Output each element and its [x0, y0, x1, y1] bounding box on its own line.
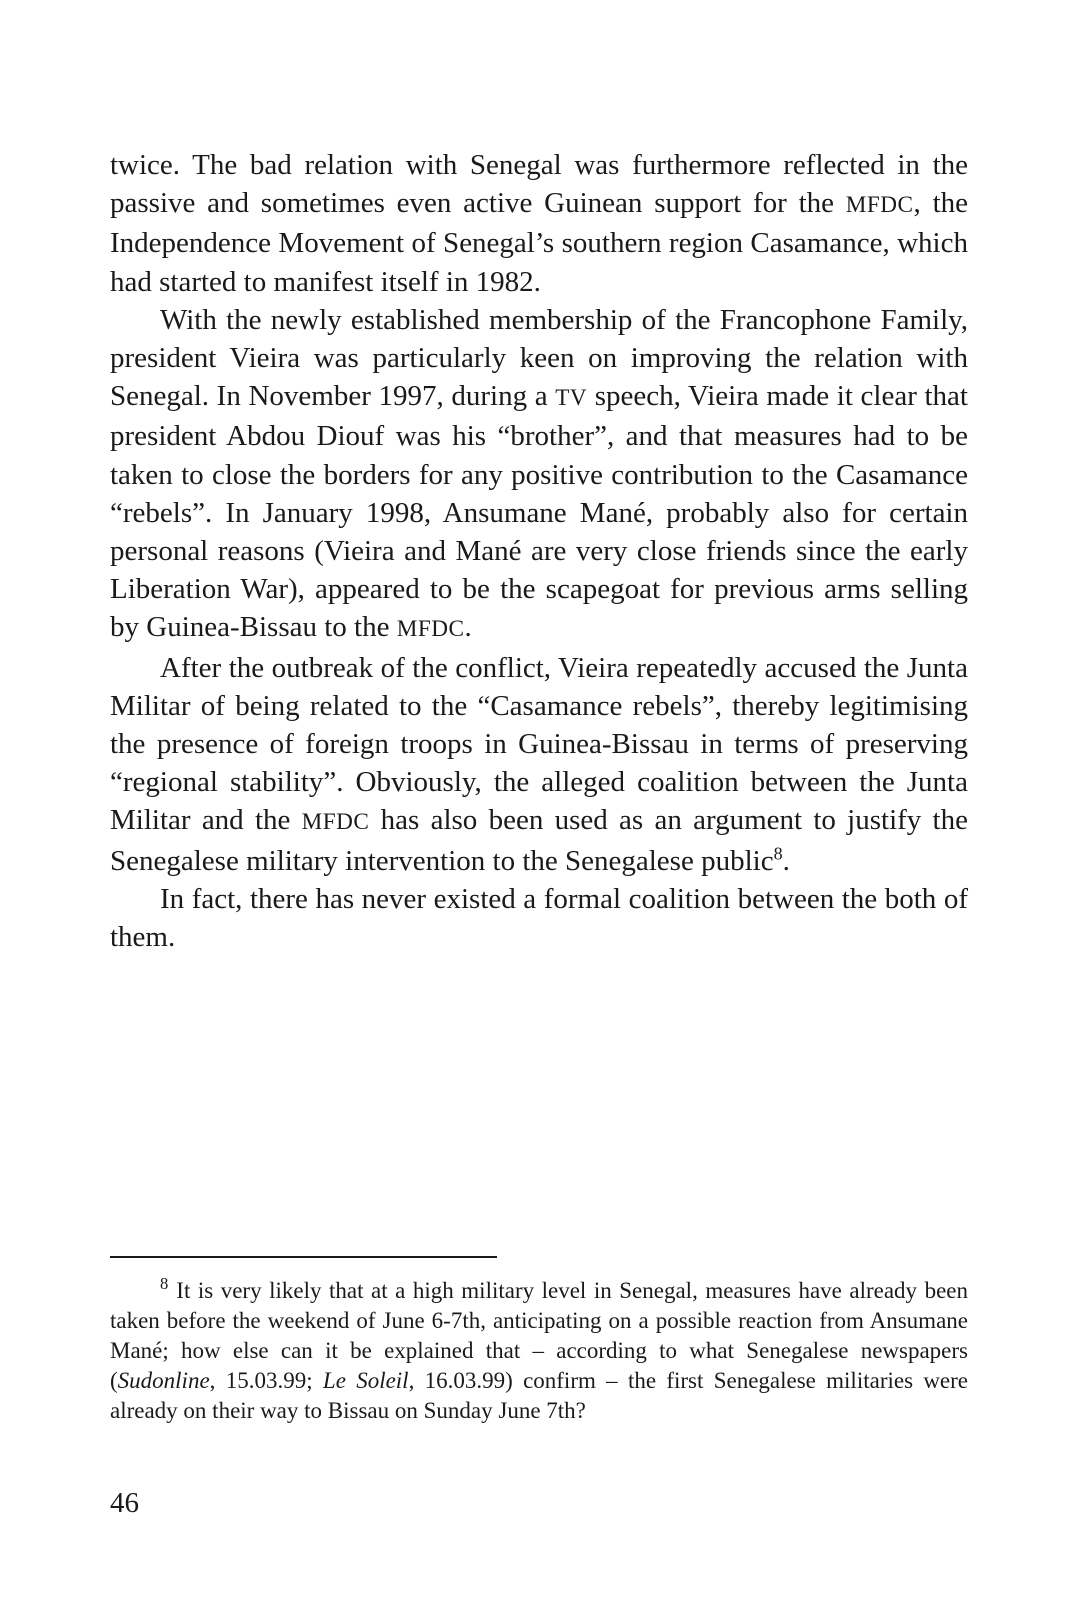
paragraph-text: After the outbreak of the conflict, Vieira repeatedly accused the Junta Militar of being related to the “Casamance rebels”, thereby legitimising the presence of foreign troops in Guinea-Bissau in terms of preserving “regional stability”. Obviously, the alleged coalition between the Junta Militar and the: [110, 651, 968, 837]
paragraph-text: In fact, there has never existed a formal coalition between the both of them.: [110, 882, 968, 954]
paragraph-text: .: [464, 611, 472, 644]
footnote-number: 8: [160, 1274, 169, 1294]
main-text: [110, 146, 968, 956]
footnote-divider: [110, 1256, 497, 1258]
paragraph-text: speech, Vieira made it clear that president Abdou Diouf was his “brother”, and that measures had to be taken to close the borders for any positive contribution to the Casamance “rebels”. In January 1998, Ansumane Mané, probably also for certain personal reasons (Vieira and Mané are very close friends since the early Liberation War), appeared to be the scapegoat for previous arms selling by Guinea-Bissau to the: [110, 380, 968, 644]
footnote-reference[interactable]: 8: [773, 843, 783, 863]
paragraph-text: .: [782, 844, 790, 877]
footnote-text: It is very likely that at a high military level in Senegal, measures have already been taken before the weekend of June 6-7th, anticipating on a possible reaction from Ansumane Mané; how else can it be explained that – according to what Senegalese newspapers (: [110, 1278, 968, 1394]
footnote-text: , 16.03.99) confirm – the first Senegalese militaries were already on their way to Bissau on Sunday June 7th?: [110, 1368, 969, 1424]
paragraph-1: [110, 146, 968, 301]
acronym-mfdc: MFDC: [301, 809, 370, 836]
acronym-mfdc: MFDC: [396, 616, 465, 643]
page-number: 46: [110, 1487, 139, 1519]
paragraph-text: has also been used as an argument to justify the Senegalese military intervention to the Senegalese public: [110, 804, 968, 877]
footnote-text: , 15.03.99;: [209, 1368, 323, 1394]
paragraph-text: With the newly established membership of the Francophone Family, president Vieira was particularly keen on improving the relation with Senegal. In November 1997, during a: [110, 303, 968, 413]
paragraph-2: [110, 301, 968, 649]
acronym-mfdc: MFDC: [845, 192, 914, 219]
paragraph-text: , the Independence Movement of Senegal’s southern region Casamance, which had started to manifest itself in 1982.: [110, 187, 968, 298]
footnote-8: [110, 1276, 968, 1426]
footnote-source-sudonline: Sudonline: [117, 1368, 210, 1394]
paragraph-4: [110, 880, 968, 956]
paragraph-text: twice. The bad relation with Senegal was furthermore reflected in the passive and sometimes even active Guinean support for the: [110, 149, 968, 220]
acronym-tv: TV: [555, 385, 588, 412]
paragraph-3: [110, 649, 968, 880]
footnote-source-le-soleil: Le Soleil: [322, 1368, 409, 1394]
